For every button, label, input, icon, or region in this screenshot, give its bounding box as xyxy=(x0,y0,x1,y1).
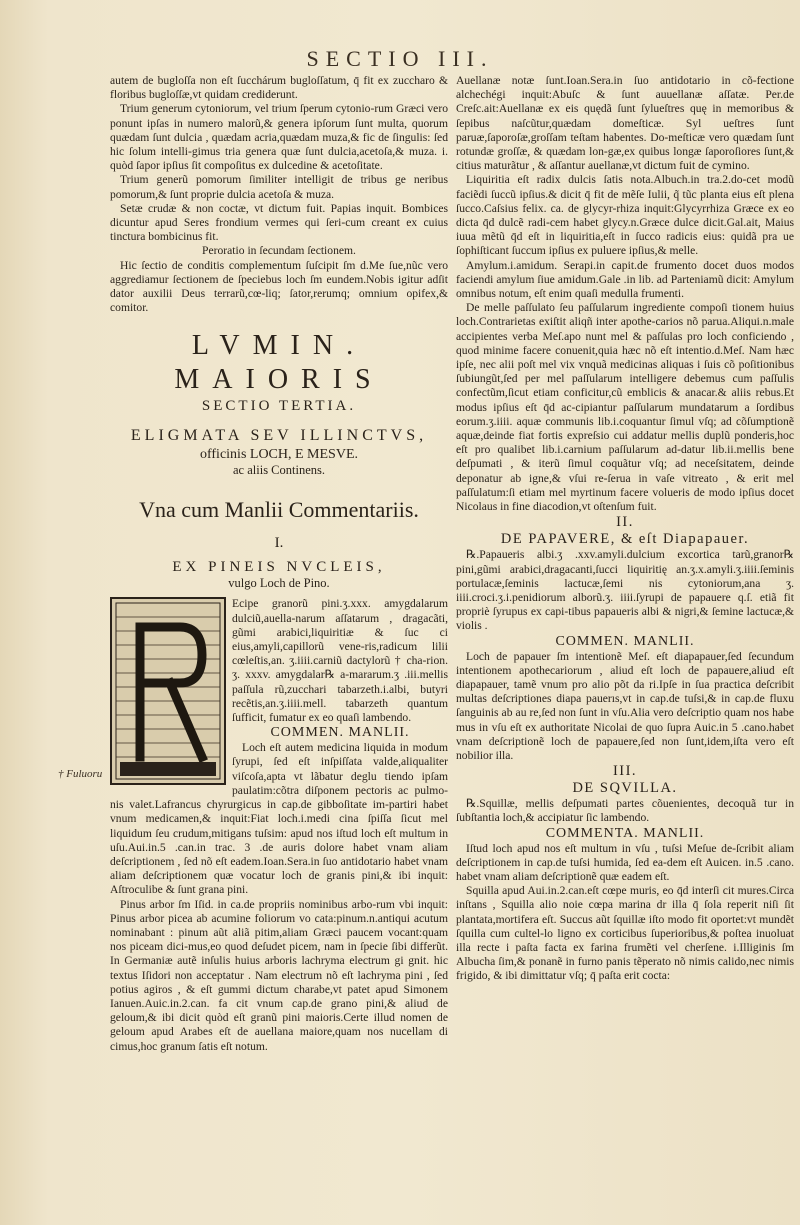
chapter-number: I. xyxy=(274,535,284,552)
paragraph: Trium generũ pomorum ſimiliter intelligit de tribus ge neribus pomorum,& ſunt proprie dulcia acetoſa & muza. xyxy=(110,173,448,201)
paragraph: Loch de papauer ſm intentionẽ Meſ. eſt diapapauer,ſed ſecundum intentionem apothecariorum , aliud eſt loch de papauere,aliud eſt diapapauer, tamẽ vnum pro alio põt da ri.Ipſe in ſua practica deſcribit multas deſcriptiones diapa pauerıs,vt in cap.de tuſsi,& in cap.de fluxu ſanguinis ab au re,ſed non ſunt in vſu.Alia vero deſcriptio quam nos habe mus in vſu eſt ex authoritate Nicolai de quo ſupra Auic.in 5 .cano.habet vnam deſcriptionẽ loch de papauere,ſed non ſunt,idem,iſta vero eſt nobilior illa. xyxy=(456,649,794,762)
peroratio-heading: Peroratio in ſecundam ſectionem. xyxy=(202,244,356,258)
chapter-number: III. xyxy=(612,763,638,780)
recipe-text: ℞.Squillæ, mellis deſpumati partes cõuenientes, decoquã tur in ſubſtantia loch,& accipiatur ſic lambendo. xyxy=(456,797,794,825)
commentary-heading: COMMEN. MANLII. xyxy=(555,633,695,649)
paragraph: Iſtud loch apud nos eſt multum in vſu , tuſsi Meſue de-ſcribit aliam deſcriptionem in cap.de tuſsi humida, ſed ea-dem eſt Auicen. in.5 .cano. habet vnam aliam deſcriptionẽ quæ eadem eſt. xyxy=(456,841,794,883)
running-title: SECTIO III. xyxy=(306,46,494,71)
paragraph: Setæ crudæ & non coctæ, vt dictum fuit. Papias inquit. Bombices dicuntur apud Seres frondium vermes qui ſeri-cum creant ex cuius tinctura bombicinus fit. xyxy=(110,201,448,244)
right-column xyxy=(456,74,794,984)
section-subtitle: SECTIO TERTIA. xyxy=(201,398,357,415)
chapter-subheading: vulgo Loch de Pino. xyxy=(228,576,330,591)
commentary-heading: COMMEN. MANLII. xyxy=(270,725,410,741)
commentary-heading: COMMENTA. MANLII. xyxy=(545,825,705,841)
paragraph: Amylum.i.amidum. Serapi.in capit.de frumento docet duos modos faciendi amylum ſiue amidum.Gale .in lib. ad Parteniamũ dicit: Amylum omnibus notum, eſt enim quaſi medulla frumenti. xyxy=(456,258,794,301)
chapter-heading: DE PAPAVERE, & eſt Diapapauer. xyxy=(500,531,750,548)
paragraph: Squilla apud Aui.in.2.can.eſt cœpe muris, eo q̄d interſi cit mures.Circa inſtans , Squilla alio noie cœpa marina dr illa q̄ ſola reperit niſi ſit plantata,mortifera eſt. Succus aũt ſquillæ iſto modo fit oportet:vt mundẽt ſquilla cum cultel-lo ligno ex corticibus ſuperioribus,& poſtea inuoluat illa recte i paſta facta ex farina frumẽti vel cherſene. i.Illiginis ſm Albucha ſim,& ponanẽ in furno panis tẽperato nõ nimis calido,nec nimis frigido, & ibi dimittatur vſq; q̄ paſta erit cocta: xyxy=(456,884,794,983)
decorative-initial-r xyxy=(110,597,226,785)
paragraph: Loch eſt autem medicina liquida in modum ſyrupi, ſed eſt inſpiſſata valde,aliqualiter viſcoſa,apta vt lãbatur deglu tiendo ipſam paulatim:cõtra diſponem pectoris ac pulmo-nis valet.Lafrancus chyrurgicus in cap.de gibboſitate im-partiri habet vnum medicamen,& inquit:Fiat loch.i.medi cina ſpiſſa ſicut mel liquidum ſeu crudum,mitigans tuſsim: apud nos iſtud loch eſt multum in uſu.Aui.in.5 .can.in trac. 3 .de auris dolore habet vnam aliam deſcriptionem , ſed nõ eſt eadem.Ioan.Sera.in ſuo antidotario habet vnam aliam deſcriptionem quæ vocatur loch de granis pini,& ibi inquit: Aſtroculibe & ſunt grana pini. xyxy=(110,741,448,897)
paragraph: Liquiritia eſt radix dulcis ſatis nota.Albuch.in tra.2.do-cet modũ faciẽdi ſuccũ ipſius.& dicit q̄ fit de mẽſe Iulii, q̃ tũc planta eius eſt plena ſucco.Caſsius felix. ca. de glycyr-rhiza inquit:Glycyrrhiza Græce ex eo dicta q̄d dulcẽ radi-cem habet glycy.n.Græce dulce dicit.Gal.ait, Maius iuua mẽtũ q̄d eſt in liquiritia,eſt in ſucco radicis eius: quidã pra ue ſophiſticant ſuccum ipſius ex puluere ipſius,& melle. xyxy=(456,173,794,258)
aliis-line: ac aliis Continens. xyxy=(233,463,325,478)
section-title: LVMIN. MAIORIS xyxy=(174,330,384,396)
left-column xyxy=(110,74,448,1054)
chapter-heading: DE SQVILLA. xyxy=(572,780,678,797)
margin-note: † Fuluoru xyxy=(58,768,103,780)
recipe-text: ℞.Papaueris albi.ʒ .xxv.amyli.dulcium excortica tarũ,granor℞ pini,gũmi arabici,dragacanti,ſucci liquiritię an.ʒ.x.amyli.ʒ.iiii.ſeminis portulacæ,ſeminis lactucæ,ſemi nis cytoniorum,ana ʒ. iiii.croci.ʒ.i.penidiorum alborũ.ʒ. iiii.ſyrupi de papauere q.ſ. etiã fit propriè ſyrupus ex capi-tibus papaueris albi & nigri,& ſemine lactucæ,& violis . xyxy=(456,548,794,633)
commentary-title: Vna cum Manlii Commentariis. xyxy=(139,497,419,523)
paragraph: Auellanæ notæ ſunt.Ioan.Sera.in ſuo antidotario in cõ-fectione alchechégi inquit:Abuſc & ſunt auuellanæ aſſatæ. Per.de Creſc.ait:Auellanæ ex eis quędã ſunt ſylueſtres quę in memoribus & ſepibus naſcũtur,quædam domeſticæ. Syl ueſtres ſunt paruæ,ſaporoſæ,groſſam teſtam habentes. Do-meſticæ vero quædam ſunt rotundæ groſſæ, & quædam lon-gæ,ex quibus longæ ſaporoſiores ſunt,& citius maturãtur , & aſſantur auellanæ,vt dictum fuit de cymino. xyxy=(456,74,794,173)
paragraph: Hic ſectio de conditis complementum ſuſcipit ſm d.Me ſue,nũc vero aggrediamur ſectionem de ſpeciebus loch ſm eundem.Nobis igitur adſit dator auxilii Deus terrarũ,cœ-liq; ſator,rerumq; omnium opifex,& comitor. xyxy=(110,258,448,315)
recipe-text: Ecipe granorũ pini.ʒ.xxx. amygdalarum dulciũ,auella-narum aſſatarum , dragacãti, gũmi arabici,liquiritiæ & ſuc ci eius,amyli,capillorũ vene-ris,radicum lilii cœleſtis,an. ʒ.iiii.carniũ dactylorũ † cha-rion. ʒ. xxxv. amygdalar℞ a-mararum.ʒ .iii.mellis paſſula rũ,zucchari tabarzeth.i.albi, butyri recẽtis,an.ʒ.iiii.mell. tabarzeth quantum ſufficit, fumatur ex eo quaſi lambendo. xyxy=(232,597,448,725)
paragraph: autem de bugloſſa non eſt ſucchárum bugloſſatum, q̄ fit ex zuccharo & floribus bugloſſæ,vt quidam crediderunt. xyxy=(110,74,448,102)
eligmata-heading: ELIGMATA SEV ILLINCTVS, xyxy=(130,427,428,445)
officinis-line: officinis LOCH, E MESVE. xyxy=(199,447,358,463)
chapter-heading: EX PINEIS NVCLEIS, xyxy=(172,559,386,576)
paragraph: Trium generum cytoniorum, vel trium ſperum cytonio-rum Græci vero ponunt ipſas in numero malorũ,& genera ipſorum ſunt multa, quorum quædam ſunt dulcia , quædam acria,quædam muza,& fic de ſingulis: ſed hic ſolum intelli-gimus tria genera quæ ſunt dulcia,acetoſa,& muza. i. quòd ſapor ipſius ſit compoſitus ex dulcedine & acetoſitate. xyxy=(110,102,448,173)
paragraph: De melle paſſulato ſeu paſſularum ingrediente compoſi tionem huius loch.Contrarietas exiſtit aliqñ inter apothe-carios nõ parua.Aliqui.n.male accipientes verba Meſ.apo nunt mel & paſſulas pro loch conficiendo , quod minime facere conuenit,quia hæc nõ eſt intentio.d.Meſ. Nam hæc ipſe, nec alii poſt mel vix vnquã medicinas aliquas i ſuis cõ poſitionibus ſubiungũt,ſed per mel paſſularum intelligere debemus cum paſſulis confectũm,ſicut etiam conficitur,cũ emblicis & anacar.& aliis rebus.Et modus ipſius eſt q̄d ac-cipiantur paſſularum mundatarum a ſordibus eorum.ʒ.iiii. aquæ communis lib.i.coquantur ſimul vſq; ad cõſumptionẽ aquæ,deinde fiat fortis expreſsio cui addatur mellis duplũ ponderis,hoc eſt pro qualibet lib.i.carnium paſſularum ad-datur lib.ii.mellis bene deſpumati , & iterũ ſimul coquãtur vſq; ad neceſsitatem, deinde deponatur ab igne,& vſui re-ſerua in vaſe vitreato , & erit mel paſſulatum:ſi etiam mel myrtinum facere volueris de modo ipſius docet Nicolaus in fine diacodion,vt oſtenſum fuit. xyxy=(456,301,794,514)
chapter-number: II. xyxy=(616,514,634,531)
paragraph: Pinus arbor ſm Iſid. in ca.de propriis nominibus arbo-rum vbi inquit: Pinus arbor picea ab acumine foliorum vo cata:pinum.n.antiqui acutum nominabant : pinum aũt aliã pitim,aliam Græci paucem vocant:quam nos piceam dici-mus,eo quod deſudet picem, nam in ſpecie ſibi differũt. In Germaniæ autẽ inſulis huius arboris lachryma electrum gi gnit. hic textus Iſidori non acceptatur . Nam electrum nõ eſt lachryma pini , ſed potius agiros , & eſt gummi dictum charabe,vt patet apud Simonem Ianuen.Auic.in.2.can. fa cit vnum cap.de grano pini,& aliud de geloum,& ibi dicit quòd eſt granũ pini maioris.Certe illud nomen de geloum apud Arabes eſt de auellana maiore,quam nos nucellam di cimus,hoc granum ſatis eſt notum. xyxy=(110,897,448,1053)
